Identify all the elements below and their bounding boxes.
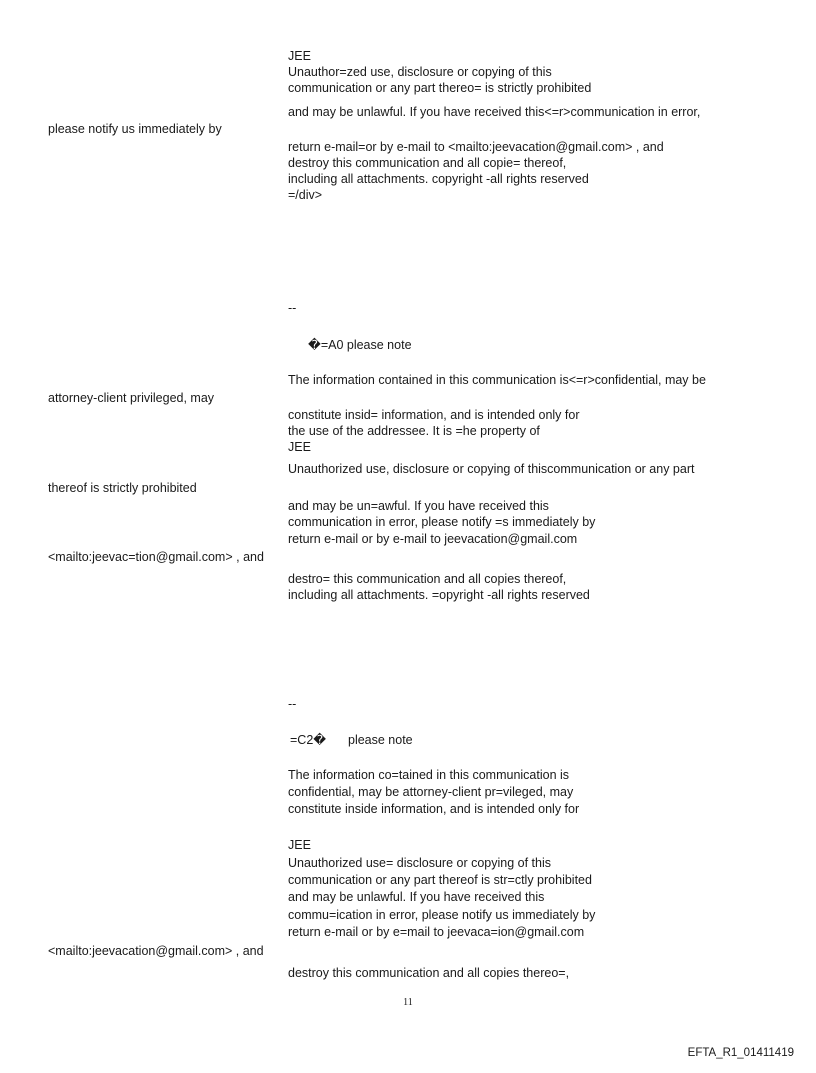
- text-line: commu=ication in error, please notify us immediately by: [288, 908, 596, 922]
- page-number: 11: [403, 997, 413, 1008]
- text-line: communication or any part thereo= is strictly prohibited: [288, 81, 592, 95]
- text-line: return e-mail or by e-mail to jeevacation@gmail.com: [288, 532, 578, 546]
- separator-text: --: [288, 301, 297, 315]
- text-line: return e-mail or by e=mail to jeevaca=ion@gmail.com: [288, 925, 585, 939]
- text-line: return e-mail=or by e-mail to <mailto:jeevacation@gmail.com> , and: [288, 140, 664, 154]
- text-line: The information contained in this communication is<=r>confidential, may be: [288, 373, 706, 387]
- text-line-margin: please notify us immediately by: [48, 122, 222, 136]
- separator-text: --: [288, 697, 297, 711]
- text-line-margin: thereof is strictly prohibited: [48, 481, 197, 495]
- text-line: and may be unlawful. If you have received this<=r>communication in error,: [288, 105, 701, 119]
- text-line: Unauthorized use, disclosure or copying of thiscommunication or any part: [288, 462, 695, 476]
- text-line: including all attachments. copyright -all rights reserved: [288, 172, 589, 186]
- text-line: The information co=tained in this communication is: [288, 768, 570, 782]
- text-line: and may be un=awful. If you have received this: [288, 499, 549, 513]
- text-line: destroy this communication and all copies thereo=,: [288, 966, 570, 980]
- text-line: =/div>: [288, 188, 323, 202]
- text-line-margin: <mailto:jeevacation@gmail.com> , and: [48, 944, 264, 958]
- text-line: constitute inside information, and is intended only for: [288, 802, 580, 816]
- text-line-margin: attorney-client privileged, may: [48, 391, 215, 405]
- text-line: communication in error, please notify =s immediately by: [288, 515, 596, 529]
- note-heading: �=A0 please note: [308, 338, 412, 352]
- text-line-margin: <mailto:jeevac=tion@gmail.com> , and: [48, 550, 264, 564]
- text-line: and may be unlawful. If you have received this: [288, 890, 545, 904]
- text-line: Unauthor=zed use, disclosure or copying of this: [288, 65, 552, 79]
- text-line: confidential, may be attorney-client pr=vileged, may: [288, 785, 574, 799]
- note-heading: please note: [348, 733, 413, 747]
- text-line: JEE: [288, 440, 311, 454]
- text-line: destroy this communication and all copie= thereof,: [288, 156, 567, 170]
- document-id-footer: EFTA_R1_01411419: [687, 1047, 794, 1059]
- text-line: constitute insid= information, and is intended only for: [288, 408, 580, 422]
- text-line: Unauthorized use= disclosure or copying of this: [288, 856, 551, 870]
- encoding-artifact: =C2�: [290, 733, 327, 747]
- text-line: JEE: [288, 838, 311, 852]
- text-line: destro= this communication and all copies thereof,: [288, 572, 567, 586]
- text-line: communication or any part thereof is str=ctly prohibited: [288, 873, 592, 887]
- text-line: including all attachments. =opyright -all rights reserved: [288, 588, 590, 602]
- text-line: the use of the addressee. It is =he property of: [288, 424, 540, 438]
- text-line: JEE: [288, 49, 311, 63]
